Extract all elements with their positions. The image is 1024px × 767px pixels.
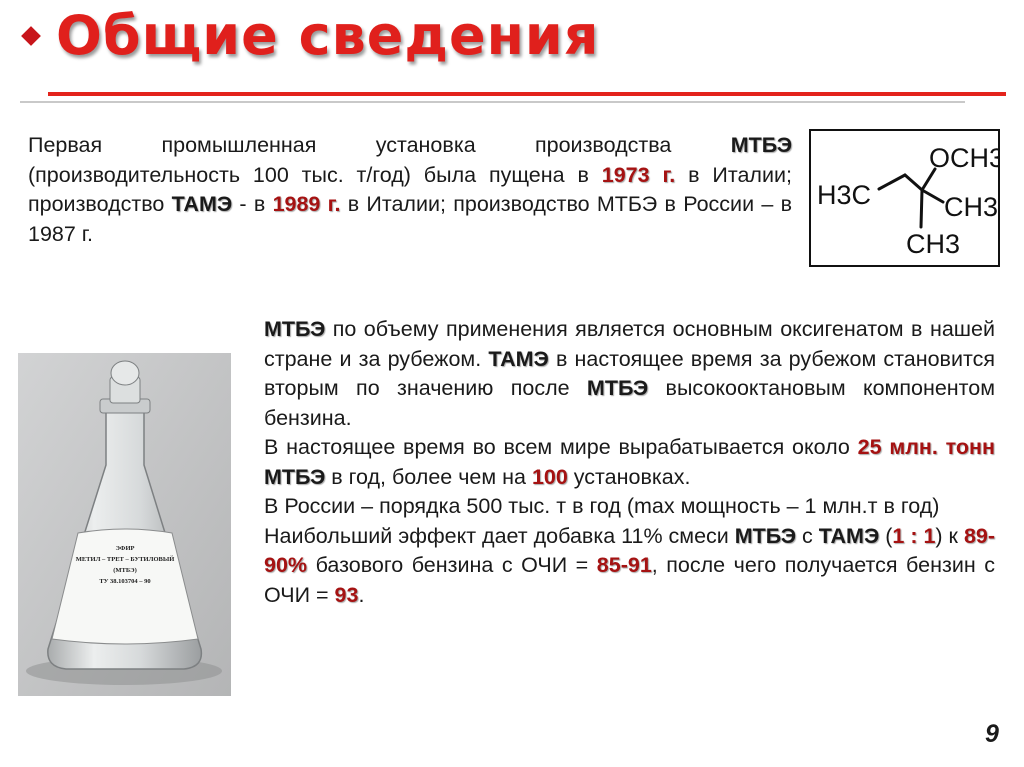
stopper-knob [111,361,139,385]
emphasized-text: 1989 г. [272,192,341,216]
text-run: ( [879,523,893,548]
text-run: - в [232,192,273,216]
text-run: В России – порядка 500 тыс. т в год (max мощность – 1 млн.т в год) [264,494,940,518]
text-run: (производительность 100 тыс. т/год) была пущена в [28,162,602,187]
emphasized-text: ТАМЭ [818,523,880,548]
bond-to-ch3-bottom [921,190,922,227]
mtbe-flask-photo [18,353,231,696]
text-run: ) к [935,523,964,548]
slide-title [14,4,599,67]
flask-label-line-1: ЭФИР [115,545,135,552]
text-run: Наибольший эффект дает добавка 11% смеси [264,523,735,548]
emphasized-text: МТБЭ [586,376,649,400]
text-run: в Италии; производство [28,162,792,216]
flask-label-line-4: ТУ 38.103704 – 90 [99,578,151,585]
page-number: 9 [985,720,999,748]
emphasized-text: ТАМЭ [171,192,233,216]
emphasized-text: 1973 г. [601,162,676,187]
text-run: В настоящее время во всем мире вырабатывается около [264,435,858,459]
body-paragraph [264,522,995,611]
text-run: базового бензина с ОЧИ = [307,553,597,577]
text-run: по объему применения является основным оксигенатом в нашей стране и за рубежом. [264,317,995,371]
text-run: , после чего получается бензин с ОЧИ = [264,553,995,607]
body-paragraph [264,492,995,522]
och3-group-label: OCH3 [929,143,998,173]
emphasized-text: 89-90% [264,523,996,577]
emphasized-text: 25 млн. тонн [857,435,995,459]
ch3-bottom-group-label: CH3 [906,229,961,259]
text-run: в настоящее время за рубежом становится вторым по значению после [264,346,995,400]
intro-text [28,131,792,249]
bond-to-ch3-right [922,190,943,202]
emphasized-text: 1 : 1 [892,523,936,548]
text-run: в Италии; производство МТБЭ в России – в 1987 г. [28,192,792,246]
structural-formula-diagram [811,131,998,265]
title-underline [48,92,1006,96]
ch3-right-group-label: CH3 [944,192,998,222]
slide-title-text: Общие сведения [56,4,600,67]
flask-illustration [18,353,231,696]
diamond-bullet-icon [21,26,41,46]
body-paragraph [264,433,995,492]
flask-label-line-3: (МТБЭ) [113,567,137,574]
emphasized-text: МТБЭ [730,133,792,157]
text-run: Первая промышленная установка производства [28,133,731,157]
text-run: высокооктановым компонентом бензина. [264,376,995,430]
flask-label-line-2: МЕТИЛ – ТРЕТ – БУТИЛОВЫЙ [75,556,175,563]
emphasized-text: 93 [334,582,359,607]
emphasized-text: МТБЭ [734,523,797,548]
emphasized-text: 100 [531,464,568,489]
title-underline-shadow [20,101,965,103]
mtbe-structural-formula [809,129,1000,267]
text-run: установках. [567,464,691,489]
body-text-block [264,315,995,610]
text-run: в год, более чем на [325,464,532,489]
formula-bonds [879,169,943,227]
bond-to-quaternary-carbon [905,175,922,190]
body-paragraph [264,315,995,433]
emphasized-text: 85-91 [596,553,652,577]
intro-paragraph [28,131,792,249]
text-run: . [358,582,365,607]
bond-ch2-chain [879,175,905,189]
h3c-group-label: H3C [817,180,872,210]
text-run: с [796,523,819,548]
emphasized-text: МТБЭ [264,464,326,489]
emphasized-text: ТАМЭ [488,346,549,371]
emphasized-text: МТБЭ [264,317,326,341]
